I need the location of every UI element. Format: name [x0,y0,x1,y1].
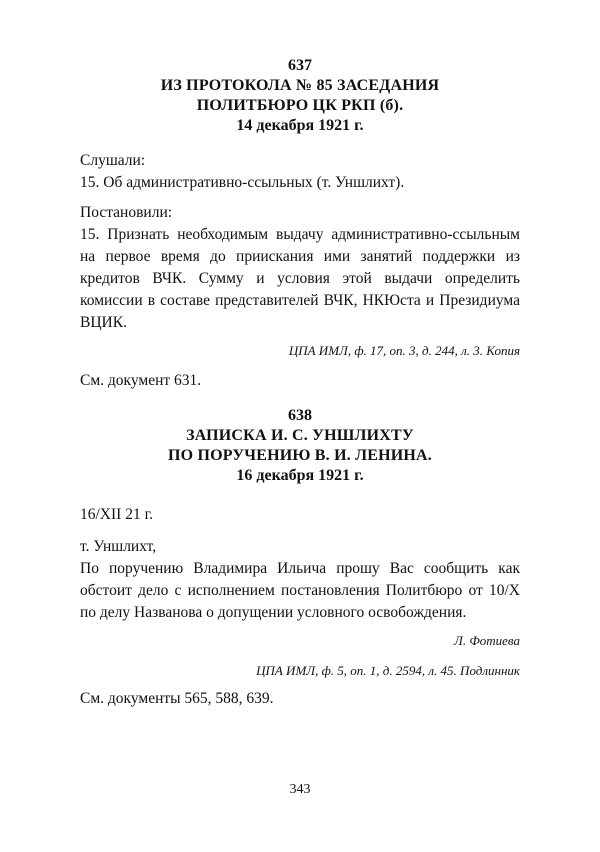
doc-637-heard-text: 15. Об административно-ссыльных (т. Уншлихт). [80,174,405,191]
doc-638-salutation: т. Уншлихт, [80,538,157,555]
doc-638-title-line-2: ПО ПОРУЧЕНИЮ В. И. ЛЕНИНА. [167,447,433,464]
page-number: 343 [289,782,311,797]
doc-637-number: 637 [288,57,312,74]
doc-638-signature: Л. Фотиева [454,633,520,648]
doc-637-heard-label: Слушали: [80,152,146,169]
doc-637-see-also: См. документ 631. [80,372,202,389]
doc-638-source: ЦПА ИМЛ, ф. 5, оп. 1, д. 2594, л. 45. Подлинник [256,663,520,678]
document-637 [80,56,520,392]
doc-637-resolved-label: Постановили: [80,204,173,221]
doc-638-number: 638 [288,407,312,424]
doc-638-date: 16 декабря 1921 г. [236,467,364,484]
doc-638-title-line-1: ЗАПИСКА И. С. УНШЛИХТУ [186,427,414,444]
page-content [80,56,520,710]
document-638 [80,406,520,710]
doc-637-title-line-2: ПОЛИТБЮРО ЦК РКП (б). [196,97,404,114]
doc-637-source: ЦПА ИМЛ, ф. 17, оп. 3, д. 244, л. 3. Копия [288,343,520,358]
doc-637-resolved-text: 15. Признать необходимым выдачу административно-ссыльным на первое время до приискания ими занятий поддержки из кредитов ВЧК. Сумму и условия этой выдачи определить комиссии в составе представителей ВЧК, НКЮста и Президиума ВЦИК. [80,226,520,331]
doc-638-see-also: См. документы 565, 588, 639. [80,690,274,707]
doc-638-dateline: 16/XII 21 г. [80,506,154,523]
doc-638-body: По поручению Владимира Ильича прошу Вас сообщить как обстоит дело с исполнением постановления Политбюро от 10/X по делу Названова о допущении условного освобождения. [80,560,520,621]
doc-637-title-line-1: ИЗ ПРОТОКОЛА № 85 ЗАСЕДАНИЯ [160,77,440,94]
doc-637-date: 14 декабря 1921 г. [236,117,364,134]
